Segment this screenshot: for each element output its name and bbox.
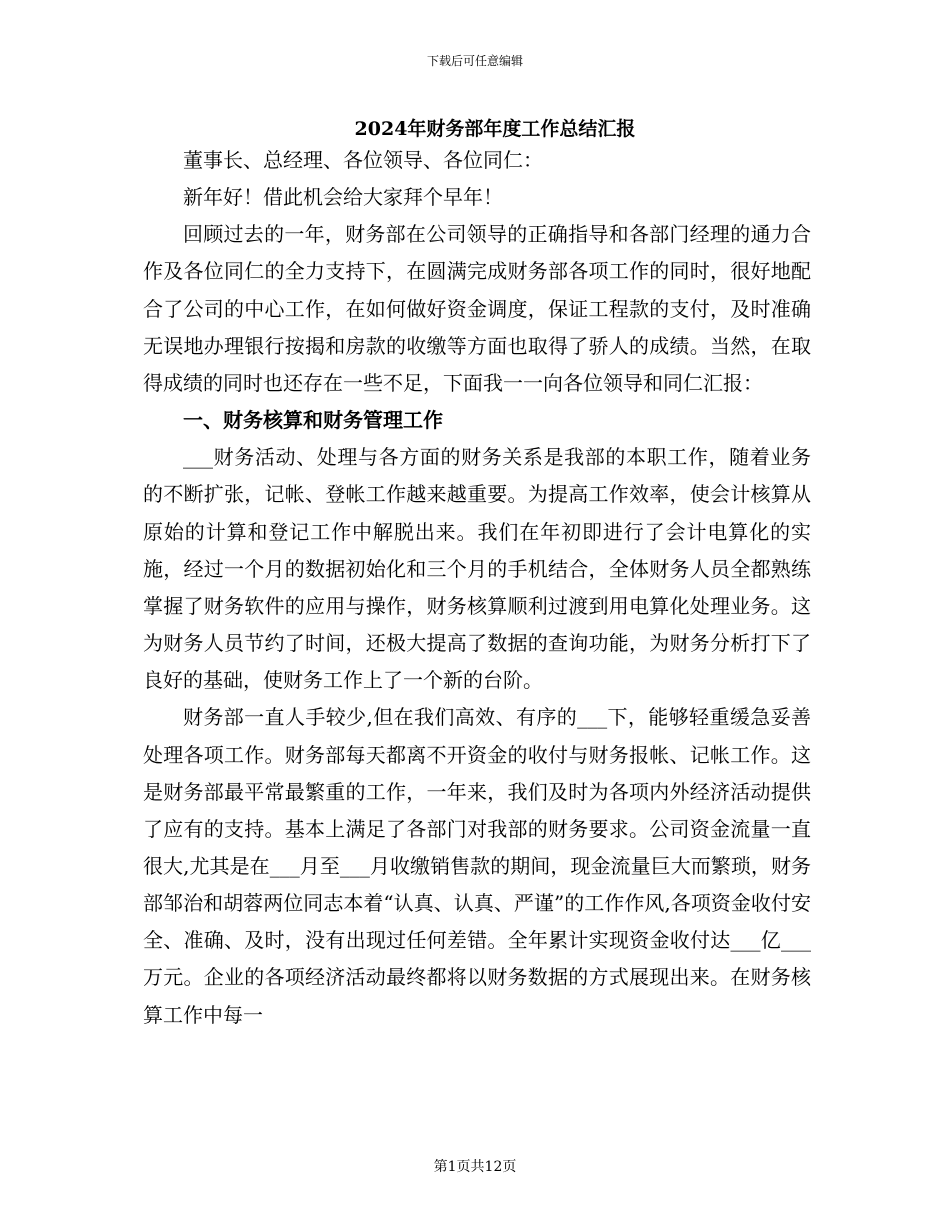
body-paragraph: 财务部一直人手较少,但在我们高效、有序的___下，能够轻重缓急妥善处理各项工作。财务部每天都离不开资金的收付与财务报帐、记帐工作。这是财务部最平常最繁重的工作，一年来，我们及时为各项内外经济活动提供了应有的支持。基本上满足了各部门对我部的财务要求。公司资金流量一直很大,尤其是在___月至___月收缴销售款的期间，现金流量巨大而繁琐，财务部邹治和胡蓉两位同志本着“认真、认真、严谨”的工作作风,各项资金收付安全、准确、及时，没有出现过任何差错。全年累计实现资金收付达___亿___万元。企业的各项经济活动最终都将以财务数据的方式展现出来。在财务核算工作中每一 bbox=[143, 705, 811, 1027]
document-title: 2024年财务部年度工作总结汇报 bbox=[354, 118, 636, 140]
greeting-paragraph: 新年好！借此机会给大家拜个早年！ bbox=[183, 185, 503, 210]
salutation: 董事长、总经理、各位领导、各位同仁： bbox=[183, 148, 543, 172]
page-number: 第1页共12页 bbox=[433, 1159, 517, 1175]
body-paragraph: ___财务活动、处理与各方面的财务关系是我部的本职工作，随着业务的不断扩张，记帐、登帐工作越来越重要。为提高工作效率，使会计核算从原始的计算和登记工作中解脱出来。我们在年初即进行了会计电算化的实施，经过一个月的数据初始化和三个月的手机结合，全体财务人员全都熟练掌握了财务软件的应用与操作，财务核算顺利过渡到用电算化处理业务。这为财务人员节约了时间，还极大提高了数据的查询功能，为财务分析打下了良好的基础，使财务工作上了一个新的台阶。 bbox=[143, 445, 811, 693]
section-heading: 一、财务核算和财务管理工作 bbox=[183, 408, 443, 433]
page-header-note: 下载后可任意编辑 bbox=[426, 54, 523, 68]
document-body bbox=[143, 142, 811, 1034]
intro-paragraph: 回顾过去的一年，财务部在公司领导的正确指导和各部门经理的通力合作及各位同仁的全力支持下，在圆满完成财务部各项工作的同时，很好地配合了公司的中心工作，在如何做好资金调度，保证工程款的支付，及时准确无误地办理银行按揭和房款的收缴等方面也取得了骄人的成绩。当然，在取得成绩的同时也还存在一些不足，下面我一一向各位领导和同仁汇报： bbox=[143, 222, 811, 395]
